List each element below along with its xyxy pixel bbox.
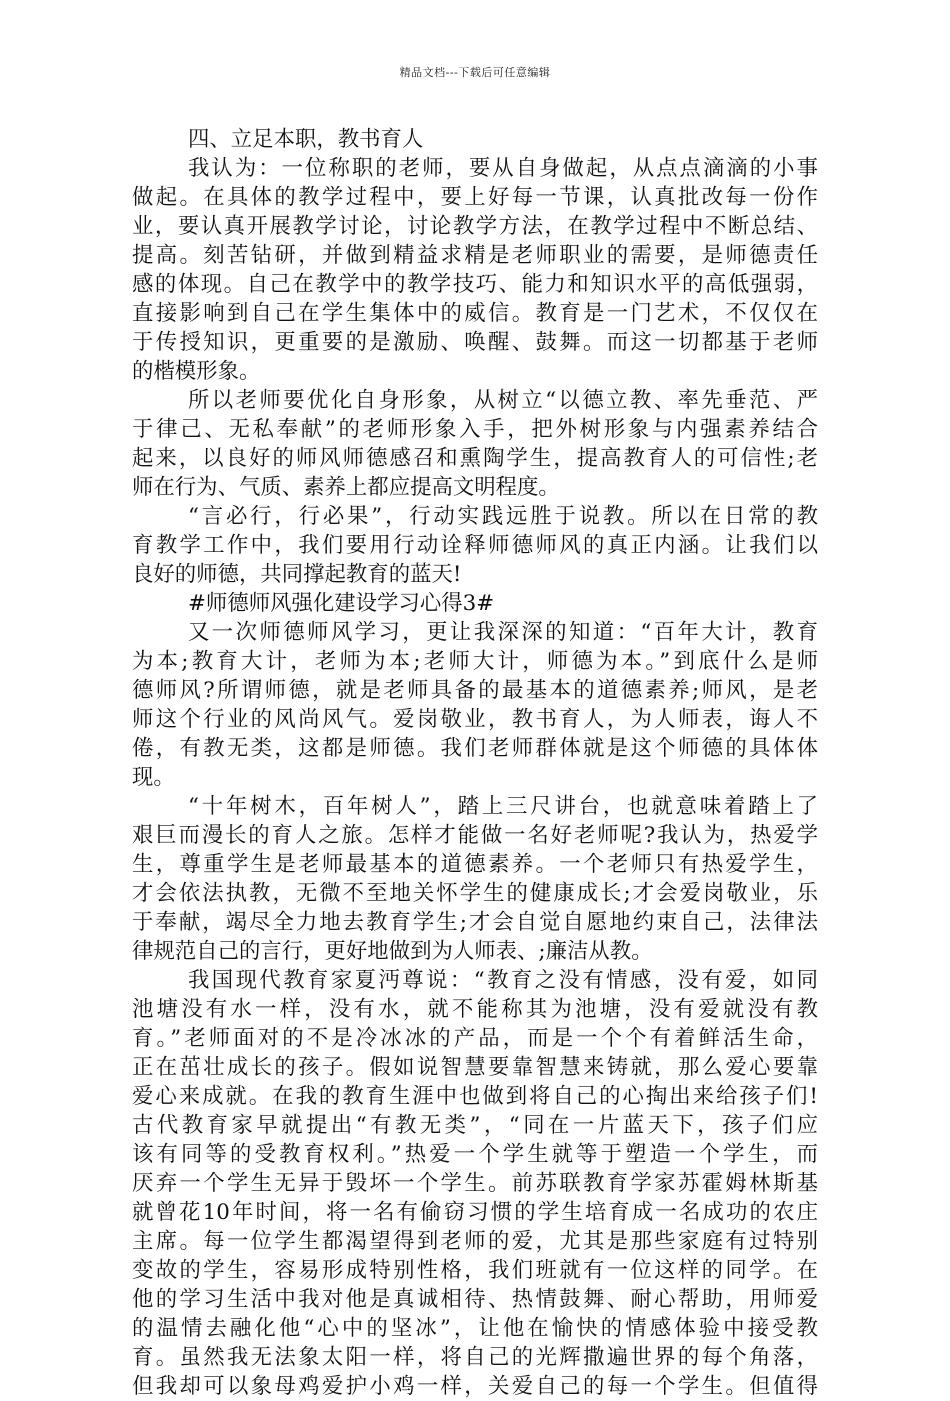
paragraph [132, 502, 818, 589]
text-line: 提高。刻苦钻研，并做到精益求精是老师职业的需要，是师德责任 [132, 243, 818, 268]
text-line: 育。”老师面对的不是冷冰冰的产品，而是一个个有着鲜活生命， [132, 1026, 818, 1051]
text-line: 的楷模形象。 [132, 359, 261, 384]
text-line: 感的体现。自己在教学中的教学技巧、能力和知识水平的高低强弱， [132, 272, 818, 297]
text-line: 生，尊重学生是老师最基本的道德素养。一个老师只有热爱学生， [132, 852, 818, 877]
text-line: 律规范自己的言行，更好地做到为人师表、;廉洁从教。 [132, 939, 653, 964]
text-line: 主席。每一位学生都渴望得到老师的爱，尤其是那些家庭有过特别 [132, 1229, 818, 1254]
paragraph [132, 792, 818, 966]
text-line: 直接影响到自己在学生集体中的威信。教育是一门艺术，不仅仅在 [132, 301, 818, 326]
text-line: 育教学工作中，我们要用行动诠释师德师风的真正内涵。让我们以 [132, 533, 818, 558]
text-line: 池塘没有水一样，没有水，就不能称其为池塘，没有爱就没有教 [132, 997, 818, 1022]
text-line: 育。虽然我无法象太阳一样，将自己的光辉撒遍世界的每个角落， [132, 1345, 818, 1370]
text-line: 师这个行业的风尚风气。爱岗敬业，教书育人，为人师表，诲人不 [132, 707, 818, 732]
page-header: 精品文档---下载后可任意编辑 [399, 66, 551, 79]
text-line: 德师风?所谓师德，就是老师具备的最基本的道德素养;师风，是老 [132, 678, 818, 703]
text-line: 四、立足本职，教书育人 [188, 127, 424, 152]
text-line: #师德师风强化建设学习心得3# [188, 591, 495, 616]
text-line: 于奉献，竭尽全力地去教育学生;才会自觉自愿地约束自己，法律法 [132, 910, 818, 935]
text-line: 的温情去融化他“心中的坚冰”，让他在愉快的情感体验中接受教 [132, 1316, 818, 1341]
text-line: 正在茁壮成长的孩子。假如说智慧要靠智慧来铸就，那么爱心要靠 [132, 1055, 818, 1080]
paragraph [132, 386, 818, 502]
text-line: 业，要认真开展教学讨论，讨论教学方法，在教学过程中不断总结、 [132, 214, 818, 239]
text-line: 师在行为、气质、素养上都应提高文明程度。 [132, 475, 560, 500]
text-line: 所以老师要优化自身形象，从树立“以德立教、率先垂范、严 [188, 388, 818, 413]
text-line: 做起。在具体的教学过程中，要上好每一节课，认真批改每一份作 [132, 185, 818, 210]
text-line: 他的学习生活中我对他是真诚相待、热情鼓舞、耐心帮助，用师爱 [132, 1287, 818, 1312]
text-line: 良好的师德，共同撑起教育的蓝天! [132, 562, 462, 587]
text-line: 就曾花10年时间，将一名有偷窃习惯的学生培育成一名成功的农庄 [132, 1200, 818, 1225]
text-line: 我国现代教育家夏沔尊说：“教育之没有情感，没有爱，如同 [188, 968, 818, 993]
text-line: 于律己、无私奉献”的老师形象入手，把外树形象与内强素养结合 [132, 417, 818, 442]
text-line: 又一次师德师风学习，更让我深深的知道：“百年大计，教育 [188, 620, 818, 645]
text-line: 变故的学生，容易形成特别性格，我们班就有一位这样的同学。在 [132, 1258, 818, 1283]
section-heading [132, 589, 818, 618]
text-line: 为本;教育大计，老师为本;老师大计，师德为本。”到底什么是师 [132, 649, 818, 674]
text-line: 该有同等的受教育权利。”热爱一个学生就等于塑造一个学生，而 [132, 1142, 818, 1167]
text-line: 但我却可以象母鸡爱护小鸡一样，关爱自己的每一个学生。但值得 [132, 1374, 818, 1399]
text-line: 倦，有教无类，这都是师德。我们老师群体就是这个师德的具体体 [132, 736, 818, 761]
text-line: 古代教育家早就提出“有教无类”，“同在一片蓝天下，孩子们应 [132, 1113, 818, 1138]
text-line: 才会依法执教，无微不至地关怀学生的健康成长;才会爱岗敬业，乐 [132, 881, 818, 906]
text-line: 我认为：一位称职的老师，要从自身做起，从点点滴滴的小事 [188, 156, 818, 181]
text-line: 于传授知识，更重要的是激励、唤醒、鼓舞。而这一切都基于老师 [132, 330, 818, 355]
document-body [132, 125, 818, 1401]
text-line: “言必行，行必果”，行动实践远胜于说教。所以在日常的教 [188, 504, 818, 529]
text-line: 爱心来成就。在我的教育生涯中也做到将自己的心掏出来给孩子们! [132, 1084, 818, 1109]
section-heading [132, 125, 818, 154]
paragraph [132, 966, 818, 1401]
text-line: 艰巨而漫长的育人之旅。怎样才能做一名好老师呢?我认为，热爱学 [132, 823, 818, 848]
paragraph [132, 154, 818, 386]
text-line: 现。 [132, 765, 175, 790]
text-line: 起来，以良好的师风师德感召和熏陶学生，提高教育人的可信性;老 [132, 446, 818, 471]
text-line: “十年树木，百年树人”，踏上三尺讲台，也就意味着踏上了 [188, 794, 818, 819]
text-line: 厌弃一个学生无异于毁坏一个学生。前苏联教育学家苏霍姆林斯基 [132, 1171, 818, 1196]
paragraph [132, 618, 818, 792]
